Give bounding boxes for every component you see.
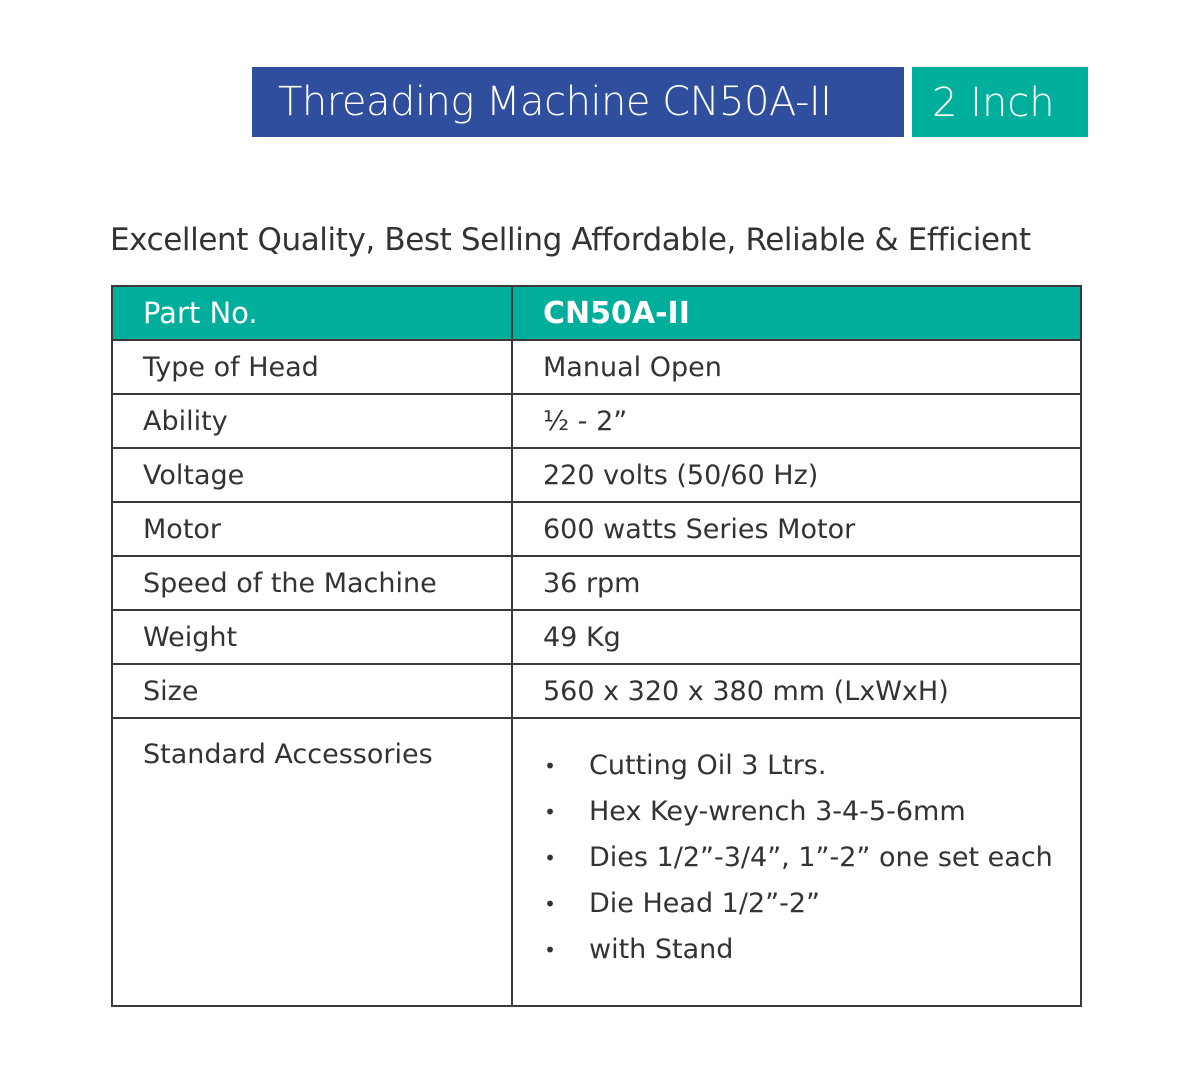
list-item <box>543 743 1080 789</box>
table-row <box>112 340 1081 394</box>
part-no-label: Part No. <box>112 286 512 340</box>
spec-label: Ability <box>112 394 512 448</box>
bullet-icon: • <box>544 938 556 962</box>
size-badge-label: 2 Inch <box>932 80 1055 126</box>
spec-table-header <box>112 286 1081 340</box>
size-badge <box>912 67 1088 137</box>
list-item <box>543 789 1080 835</box>
accessories-list <box>543 743 1080 973</box>
spec-value: 560 x 320 x 380 mm (LxWxH) <box>512 664 1081 718</box>
spec-label: Motor <box>112 502 512 556</box>
list-item <box>543 835 1080 881</box>
spec-label: Type of Head <box>112 340 512 394</box>
spec-label: Size <box>112 664 512 718</box>
table-row <box>112 610 1081 664</box>
spec-value: 600 watts Series Motor <box>512 502 1081 556</box>
spec-label: Weight <box>112 610 512 664</box>
part-no-value: CN50A-II <box>512 286 1081 340</box>
bullet-icon: • <box>544 892 556 916</box>
bullet-icon: • <box>544 846 556 870</box>
accessories-value <box>512 718 1081 1006</box>
spec-value: 220 volts (50/60 Hz) <box>512 448 1081 502</box>
accessories-row <box>112 718 1081 1006</box>
bullet-icon: • <box>544 800 556 824</box>
accessory-text: Cutting Oil 3 Ltrs. <box>589 750 827 781</box>
spec-value: Manual Open <box>512 340 1081 394</box>
table-row <box>112 556 1081 610</box>
spec-value: 36 rpm <box>512 556 1081 610</box>
spec-label: Speed of the Machine <box>112 556 512 610</box>
tagline: Excellent Quality, Best Selling Affordable, Reliable & Efficient <box>110 222 1031 258</box>
accessory-text: Die Head 1/2”-2” <box>589 888 821 919</box>
spec-label: Voltage <box>112 448 512 502</box>
table-row <box>112 394 1081 448</box>
accessory-text: Dies 1/2”-3/4”, 1”-2” one set each <box>589 842 1053 873</box>
accessory-text: Hex Key-wrench 3-4-5-6mm <box>589 796 966 827</box>
table-row <box>112 502 1081 556</box>
accessory-text: with Stand <box>589 934 734 965</box>
table-row <box>112 448 1081 502</box>
product-title: Threading Machine CN50A-II <box>278 79 832 125</box>
spec-table <box>111 285 1082 1007</box>
bullet-icon: • <box>544 754 556 778</box>
table-row <box>112 664 1081 718</box>
spec-value: ½ - 2” <box>512 394 1081 448</box>
product-title-bar <box>252 67 904 137</box>
spec-value: 49 Kg <box>512 610 1081 664</box>
list-item <box>543 881 1080 927</box>
list-item <box>543 927 1080 973</box>
accessories-label: Standard Accessories <box>112 718 512 1006</box>
